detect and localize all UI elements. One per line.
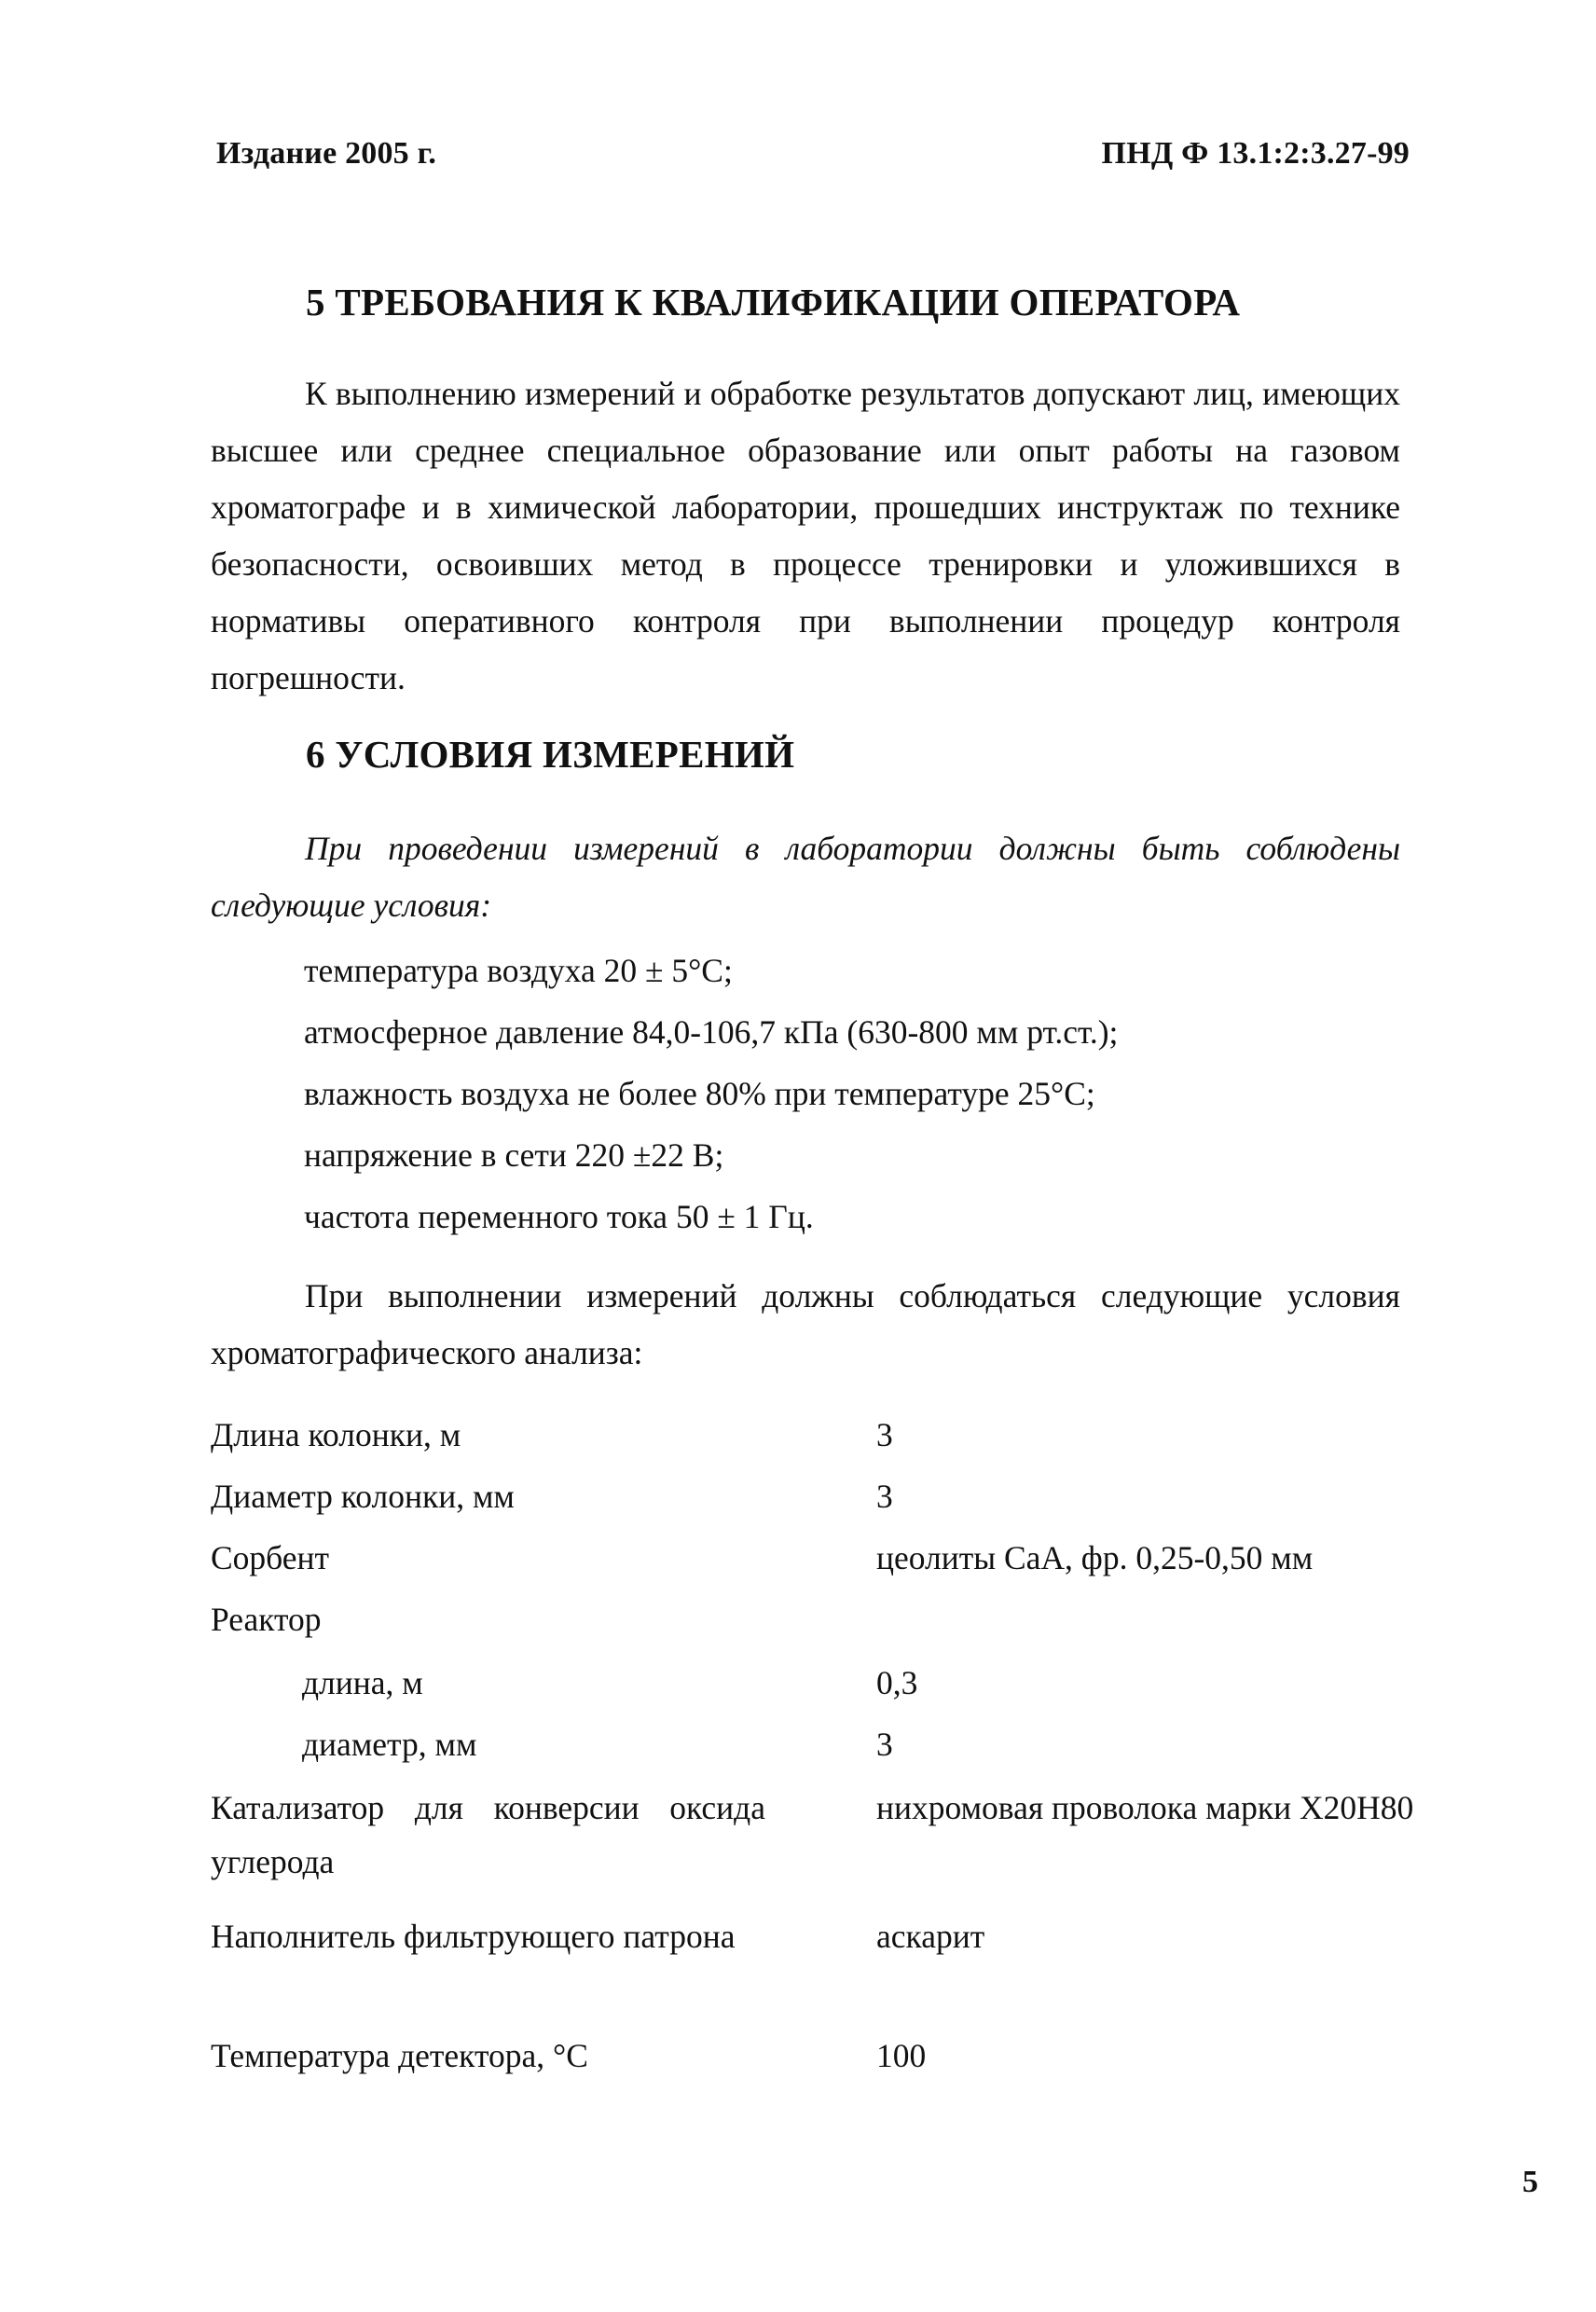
param-label: Катализатор для конверсии оксида углерода [211,1789,765,1880]
condition-voltage: напряжение в сети 220 ±22 В; [304,1136,724,1174]
param-value: 3 [876,1416,893,1453]
param-value: 100 [876,2037,927,2074]
param-label: Наполнитель фильтрующего патрона [211,1918,736,1955]
edition-label: Издание 2005 г. [216,136,437,171]
condition-frequency: частота переменного тока 50 ± 1 Гц. [304,1198,814,1235]
param-label: Реактор [211,1601,322,1638]
condition-pressure: атмосферное давление 84,0-106,7 кПа (630-800 мм рт.ст.); [304,1013,1119,1051]
param-value: 3 [876,1726,893,1763]
param-label: Диаметр колонки, мм [211,1478,515,1515]
param-label: длина, м [302,1664,423,1701]
param-value: нихромовая проволока марки Х20Н80 [876,1789,1414,1826]
param-value: аскарит [876,1918,985,1955]
section-5-text: К выполнению измерений и обработке результатов допускают лиц, имеющих высшее или среднее специальное образование или опыт работы на газовом хроматографе и в химической лаборатории, прошедших инструктаж по технике безопасности, освоивших метод в процессе тренировки и уложившихся в нормативы оперативного контроля при выполнении процедур контроля погрешности. [211,375,1400,696]
section-6-intro: При проведении измерений в лаборатории должны быть соблюдены следующие условия: [211,830,1400,924]
param-value: цеолиты СаА, фр. 0,25-0,50 мм [876,1539,1314,1576]
param-value: 0,3 [876,1664,918,1701]
page-number: 5 [1522,2165,1538,2199]
section-6-intro-paragraph [211,820,1400,934]
param-label: Сорбент [211,1539,330,1576]
section-5-paragraph [211,365,1400,707]
condition-temperature: температура воздуха 20 ± 5°С; [304,952,733,989]
document-code: ПНД Ф 13.1:2:3.27-99 [1101,136,1410,171]
chromatography-intro: При выполнении измерений должны соблюдаться следующие условия хроматографического анализа: [211,1277,1400,1371]
param-label: Температура детектора, °С [211,2037,588,2074]
condition-humidity: влажность воздуха не более 80% при температуре 25°С; [304,1075,1095,1112]
chromatography-intro-paragraph [211,1268,1400,1382]
param-value: 3 [876,1478,893,1515]
section-6-title: 6 УСЛОВИЯ ИЗМЕРЕНИЙ [306,733,795,776]
param-label: Длина колонки, м [211,1416,461,1453]
section-5-title: 5 ТРЕБОВАНИЯ К КВАЛИФИКАЦИИ ОПЕРАТОРА [306,281,1241,323]
param-label: диаметр, мм [302,1726,477,1763]
